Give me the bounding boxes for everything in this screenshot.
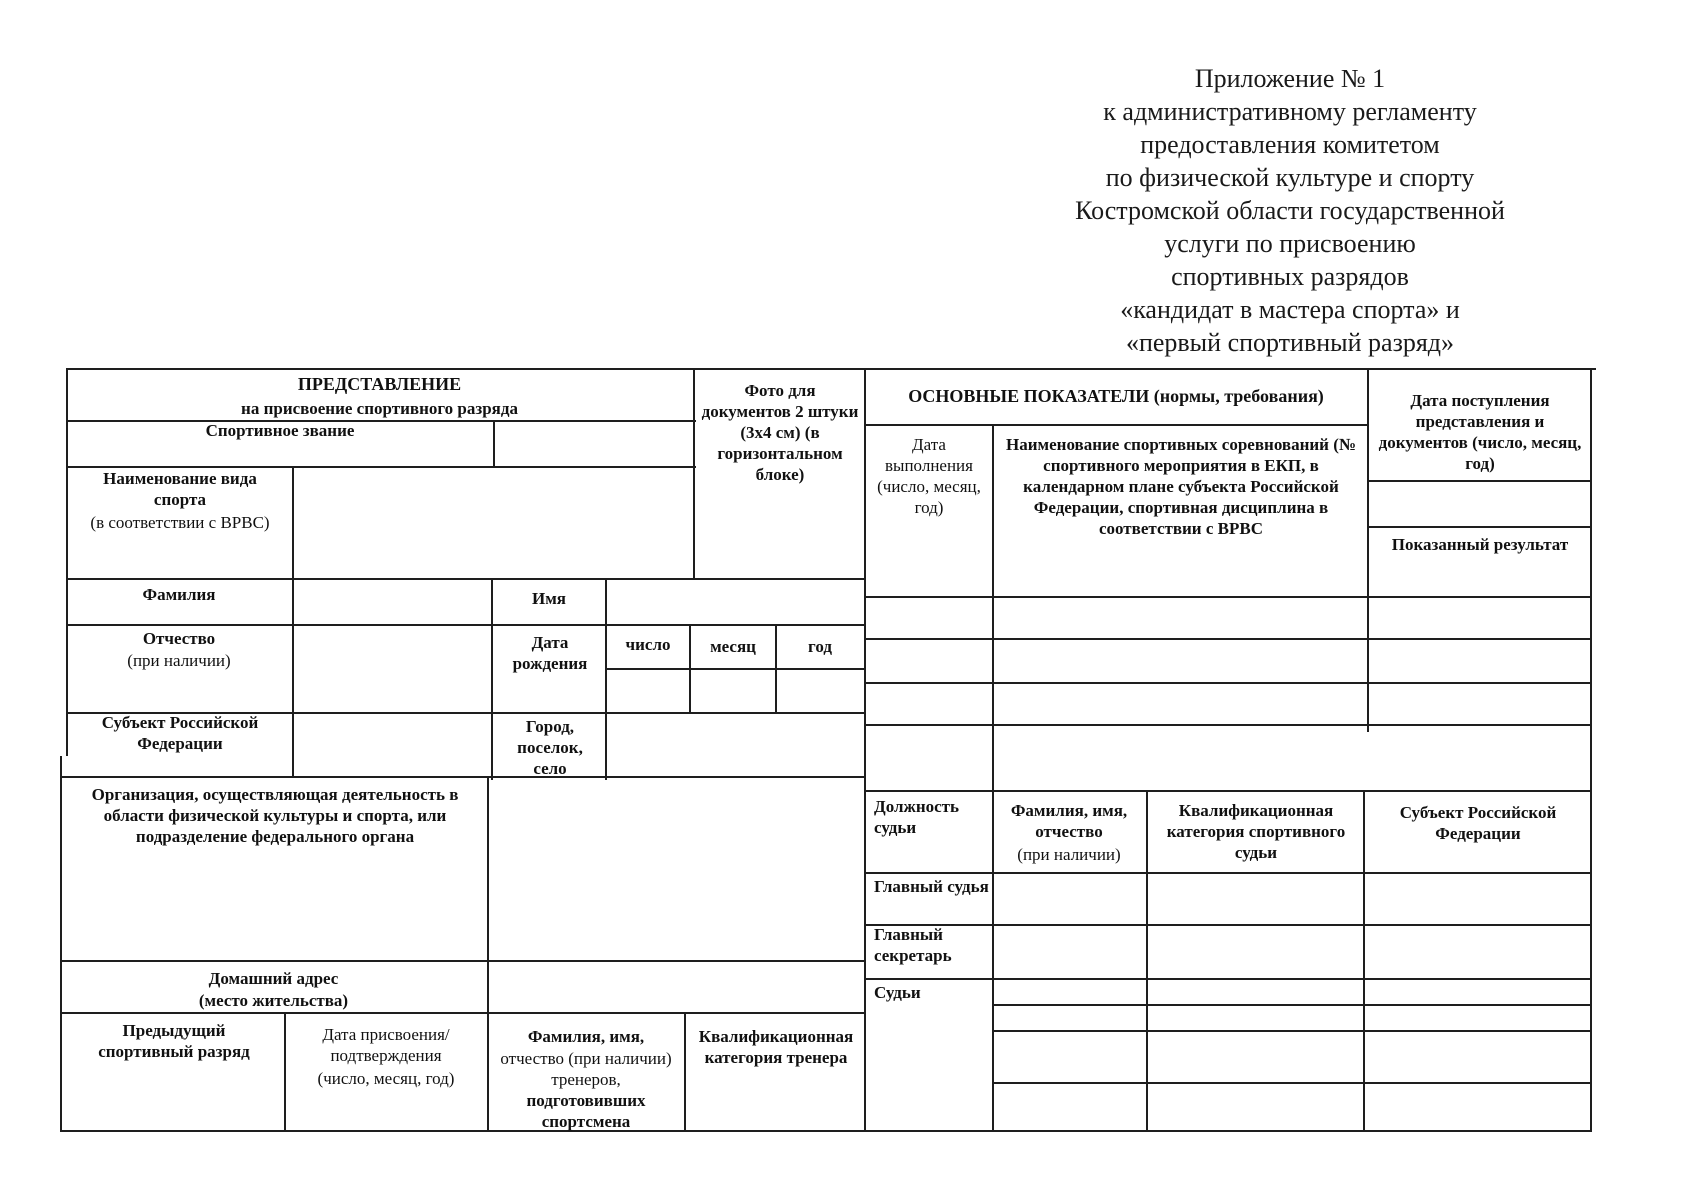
prev-rank-label: Предыдущий спортивный разряд: [98, 1021, 250, 1061]
sport-name-note: (в соответствии с ВРВС): [90, 513, 270, 532]
rule: [864, 724, 1590, 726]
result-date-label: Дата выполнения (число, месяц, год): [877, 435, 981, 517]
rule: [1367, 368, 1369, 732]
border: [60, 756, 62, 1132]
rule: [66, 624, 866, 626]
rule: [864, 638, 1590, 640]
surname-label: Фамилия: [142, 585, 216, 604]
organization-label: Организация, осуществляющая деятельность в области физической культуры и спорта, или подразделение федерального органа: [91, 785, 459, 846]
header-line: Приложение № 1: [1194, 64, 1386, 93]
assign-date-label: Дата присвоения/ подтверждения: [322, 1025, 450, 1065]
judge-position-label: Должность судьи: [874, 797, 960, 837]
border: [66, 368, 68, 756]
rule: [992, 424, 994, 1132]
header-line: к административному регламенту: [1103, 97, 1477, 126]
rule: [493, 420, 495, 468]
rule: [60, 1012, 866, 1014]
rule: [284, 1012, 286, 1132]
chief-secretary-label: Главный секретарь: [874, 925, 952, 965]
result-shown-label: Показанный результат: [1391, 535, 1569, 554]
rule: [605, 668, 865, 670]
coach-name-label: Фамилия, имя,: [527, 1027, 645, 1046]
rule: [605, 578, 607, 780]
rule: [60, 776, 866, 778]
form-title: ПРЕДСТАВЛЕНИЕ: [297, 374, 462, 394]
border: [60, 1130, 1590, 1132]
city-label: Город, поселок, село: [517, 717, 583, 778]
rule: [992, 1030, 1590, 1032]
border: [1590, 368, 1592, 1132]
chief-judge-label: Главный судья: [874, 877, 989, 896]
judge-name-label: Фамилия, имя, отчество: [1010, 801, 1128, 841]
rule: [1146, 790, 1148, 1132]
sport-title-label: Спортивное звание: [205, 421, 355, 440]
header-line: по физической культуре и спорту: [1105, 163, 1475, 192]
rule: [684, 1012, 686, 1132]
month-label: месяц: [710, 637, 756, 656]
patronymic-note: (при наличии): [127, 651, 231, 670]
rule: [864, 424, 1369, 426]
indicators-title: ОСНОВНЫЕ ПОКАЗАТЕЛИ (нормы, требования): [908, 386, 1324, 406]
rule: [1367, 480, 1590, 482]
rule: [487, 776, 489, 1132]
rule: [693, 368, 695, 578]
header-line: спортивных разрядов: [1171, 262, 1409, 291]
header-line: «кандидат в мастера спорта» и: [1120, 295, 1460, 324]
judge-name-note: (при наличии): [1017, 845, 1121, 864]
year-label: год: [808, 637, 832, 656]
header-line: предоставления комитетом: [1140, 130, 1440, 159]
rule: [864, 790, 1590, 792]
rule: [864, 872, 1590, 874]
photo-label: Фото для документов 2 штуки (3х4 см) (в горизонтальном блоке): [701, 381, 859, 484]
rule: [864, 978, 1590, 980]
rule: [864, 596, 1590, 598]
name-label: Имя: [532, 589, 566, 608]
patronymic-label: Отчество: [142, 629, 216, 648]
home-address-note: (место жительства): [198, 991, 349, 1010]
coach-category-label: Квалификационная категория тренера: [698, 1027, 854, 1067]
assign-date-note: (число, месяц, год): [317, 1069, 455, 1088]
receipt-date-label: Дата поступления представления и документов (число, месяц, год): [1378, 391, 1582, 473]
rule: [292, 466, 294, 776]
rule: [1363, 790, 1365, 1132]
birth-date-label: Дата рождения: [512, 633, 588, 673]
sport-name-label: Наименование вида спорта: [103, 469, 257, 509]
day-label: число: [625, 635, 671, 654]
rule: [992, 1082, 1590, 1084]
rule: [992, 1004, 1590, 1006]
rule: [864, 682, 1590, 684]
rule: [864, 368, 866, 1132]
rule: [66, 578, 866, 580]
judges-label: Судьи: [874, 983, 921, 1002]
judge-category-label: Квалификационная категория спортивного судьи: [1166, 801, 1346, 862]
home-address-label: Домашний адрес: [208, 969, 339, 988]
header-line: «первый спортивный разряд»: [1125, 328, 1455, 357]
judge-region-label: Субъект Российской Федерации: [1399, 803, 1557, 843]
region-label: Субъект Российской Федерации: [101, 713, 259, 753]
form-subtitle: на присвоение спортивного разряда: [241, 399, 518, 418]
header-line: услуги по присвоению: [1164, 229, 1416, 258]
competition-name-label: Наименование спортивных соревнований (№ спортивного мероприятия в ЕКП, в календарном плане субъекта Российской Федерации, спортивная дисциплина в соответствии с ВРВС: [1006, 435, 1356, 538]
rule: [60, 960, 866, 962]
coach-name-tail: подготовивших спортсмена: [526, 1091, 646, 1131]
rule: [1367, 526, 1590, 528]
header-line: Костромской области государственной: [1075, 196, 1505, 225]
coach-name-note: отчество (при наличии) тренеров,: [500, 1049, 672, 1089]
